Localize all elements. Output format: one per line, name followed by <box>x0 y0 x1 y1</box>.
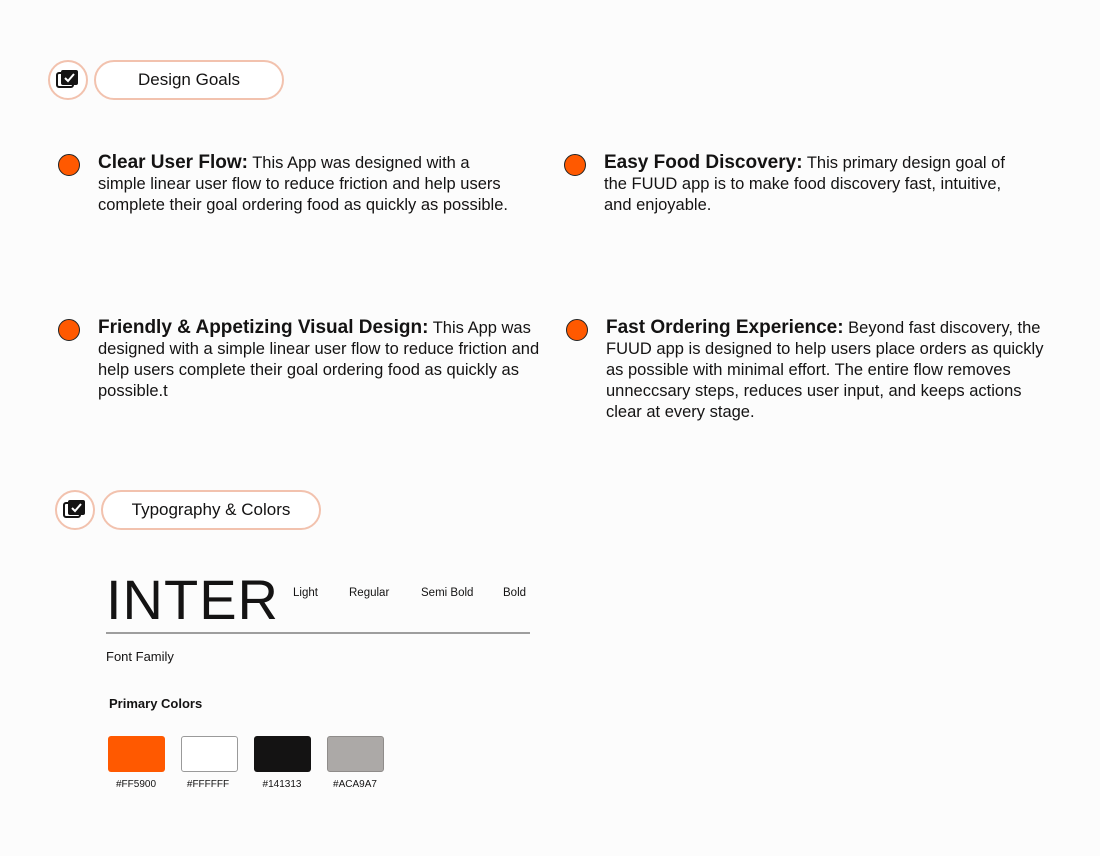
orange-dot-icon <box>564 154 586 176</box>
photo-check-icon <box>48 60 88 100</box>
color-hex-label: #FF5900 <box>115 779 157 790</box>
goal-body: This primary design goal of the FUUD app is to make food discovery fast, intuitive, and enjoyable. <box>604 154 1005 214</box>
font-weight-bold: Bold <box>503 587 527 599</box>
photo-check-icon <box>55 490 95 530</box>
section-title-typography: Typography & Colors <box>101 490 321 530</box>
section-title-design-goals: Design Goals <box>94 60 284 100</box>
color-swatch-black <box>254 736 311 772</box>
divider <box>106 632 530 634</box>
color-hex-label: #ACA9A7 <box>333 779 377 790</box>
orange-dot-icon <box>566 319 588 341</box>
goal-title: Easy Food Discovery: <box>604 152 803 173</box>
color-swatch-white <box>181 736 238 772</box>
typography-header <box>55 490 321 530</box>
color-hex-label: #FFFFFF <box>186 779 230 790</box>
goal-item <box>564 152 1014 216</box>
goal-body: This App was designed with a simple linear user flow to reduce friction and help users complete their goal ordering food as quickly as possible. <box>98 154 508 214</box>
font-family-label: Font Family <box>106 649 174 664</box>
orange-dot-icon <box>58 319 80 341</box>
goal-title: Clear User Flow: <box>98 152 248 173</box>
font-weight-light: Light <box>293 587 318 599</box>
goal-item <box>566 317 1051 423</box>
goal-item <box>58 317 543 402</box>
color-swatch-orange <box>108 736 165 772</box>
font-weight-semibold: Semi Bold <box>421 587 474 599</box>
goal-title: Friendly & Appetizing Visual Design: <box>98 317 429 338</box>
font-weight-regular: Regular <box>349 587 390 599</box>
goal-item <box>58 152 508 216</box>
goal-body: This App was designed with a simple linear user flow to reduce friction and help users complete their goal ordering food as quickly as possible.t <box>98 319 540 400</box>
design-goals-header <box>48 60 284 100</box>
color-swatch-gray <box>327 736 384 772</box>
goal-body: Beyond fast discovery, the FUUD app is designed to help users place orders as quickly as possible with minimal effort. The entire flow removes unneccsary steps, reduces user input, and keeps actions clear at every stage. <box>606 319 1044 421</box>
goal-title: Fast Ordering Experience: <box>606 317 844 338</box>
primary-colors-label: Primary Colors <box>109 696 203 711</box>
orange-dot-icon <box>58 154 80 176</box>
color-hex-label: #141313 <box>262 779 302 790</box>
font-name-display: INTER <box>106 568 279 631</box>
